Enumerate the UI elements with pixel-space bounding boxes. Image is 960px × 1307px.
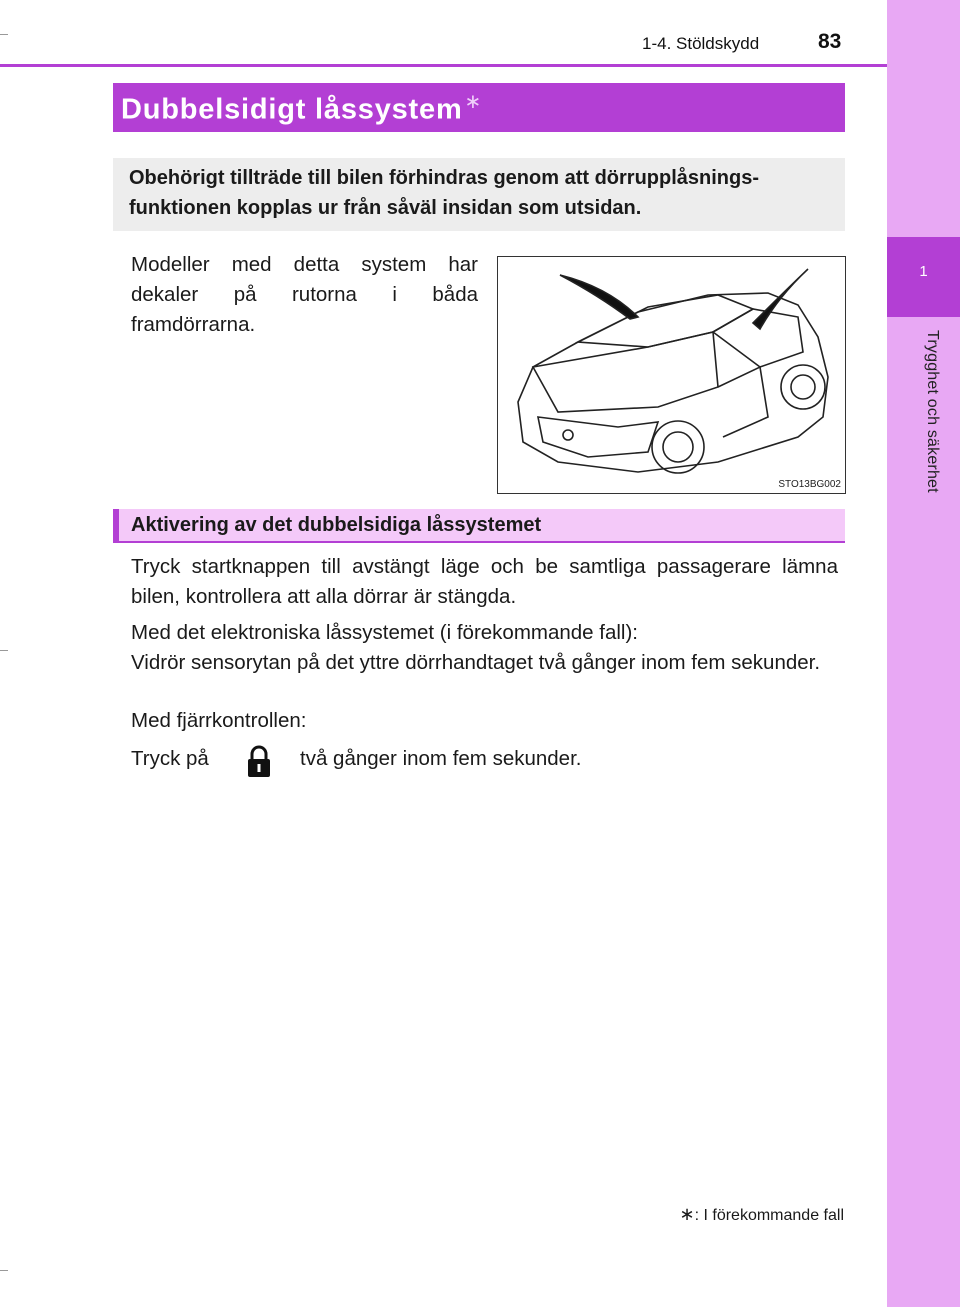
intro-text: Obehörigt tillträde till bilen förhindras genom att dörrupplåsnings-funktionen kopplas ur från såväl insidan som utsidan. xyxy=(129,167,760,219)
paragraph-3: Vidrör sensorytan på det yttre dörrhandtaget två gånger inom fem sekunder. xyxy=(131,651,821,674)
figure-code: STO13BG002 xyxy=(778,479,841,490)
lock-icon xyxy=(246,744,272,778)
paragraph-5-start: Tryck på xyxy=(131,747,209,770)
chapter-title: Trygghet och säkerhet xyxy=(924,330,941,493)
models-paragraph: Modeller med detta system har dekaler på rutorna i båda framdörrarna. xyxy=(131,253,478,336)
subheading-bar xyxy=(113,509,845,543)
paragraph-5-end: två gånger inom fem sekunder. xyxy=(300,747,582,770)
footnote-marker: ∗ xyxy=(464,91,483,113)
footnote xyxy=(680,1204,845,1225)
footnote-star: ∗ xyxy=(679,1204,695,1224)
car-figure xyxy=(497,256,846,494)
crop-mark xyxy=(0,34,8,35)
car-illustration-icon xyxy=(498,257,845,493)
page-title xyxy=(121,89,482,127)
paragraph-4: Med fjärrkontrollen: xyxy=(131,709,307,732)
intro-box xyxy=(113,158,845,231)
paragraph-1: Tryck startknappen till avstängt läge och be samtliga passagerare lämna bilen, kontrollera att alla dörrar är stängda. xyxy=(131,555,838,608)
chapter-tab xyxy=(887,0,960,1307)
crop-mark xyxy=(0,1270,8,1271)
page-title-bar xyxy=(113,83,845,132)
crop-mark xyxy=(0,650,8,651)
subheading: Aktivering av det dubbelsidiga låssystemet xyxy=(131,514,542,536)
footnote-text: : I förekommande fall xyxy=(694,1207,844,1224)
paragraph-2: Med det elektroniska låssystemet (i förekommande fall): xyxy=(131,621,639,644)
section-title: 1-4. Stöldskydd xyxy=(642,34,760,53)
page-title-text: Dubbelsidigt låssystem xyxy=(121,93,463,126)
page-number: 83 xyxy=(818,30,842,53)
header-divider xyxy=(0,64,887,67)
chapter-number: 1 xyxy=(887,237,960,317)
